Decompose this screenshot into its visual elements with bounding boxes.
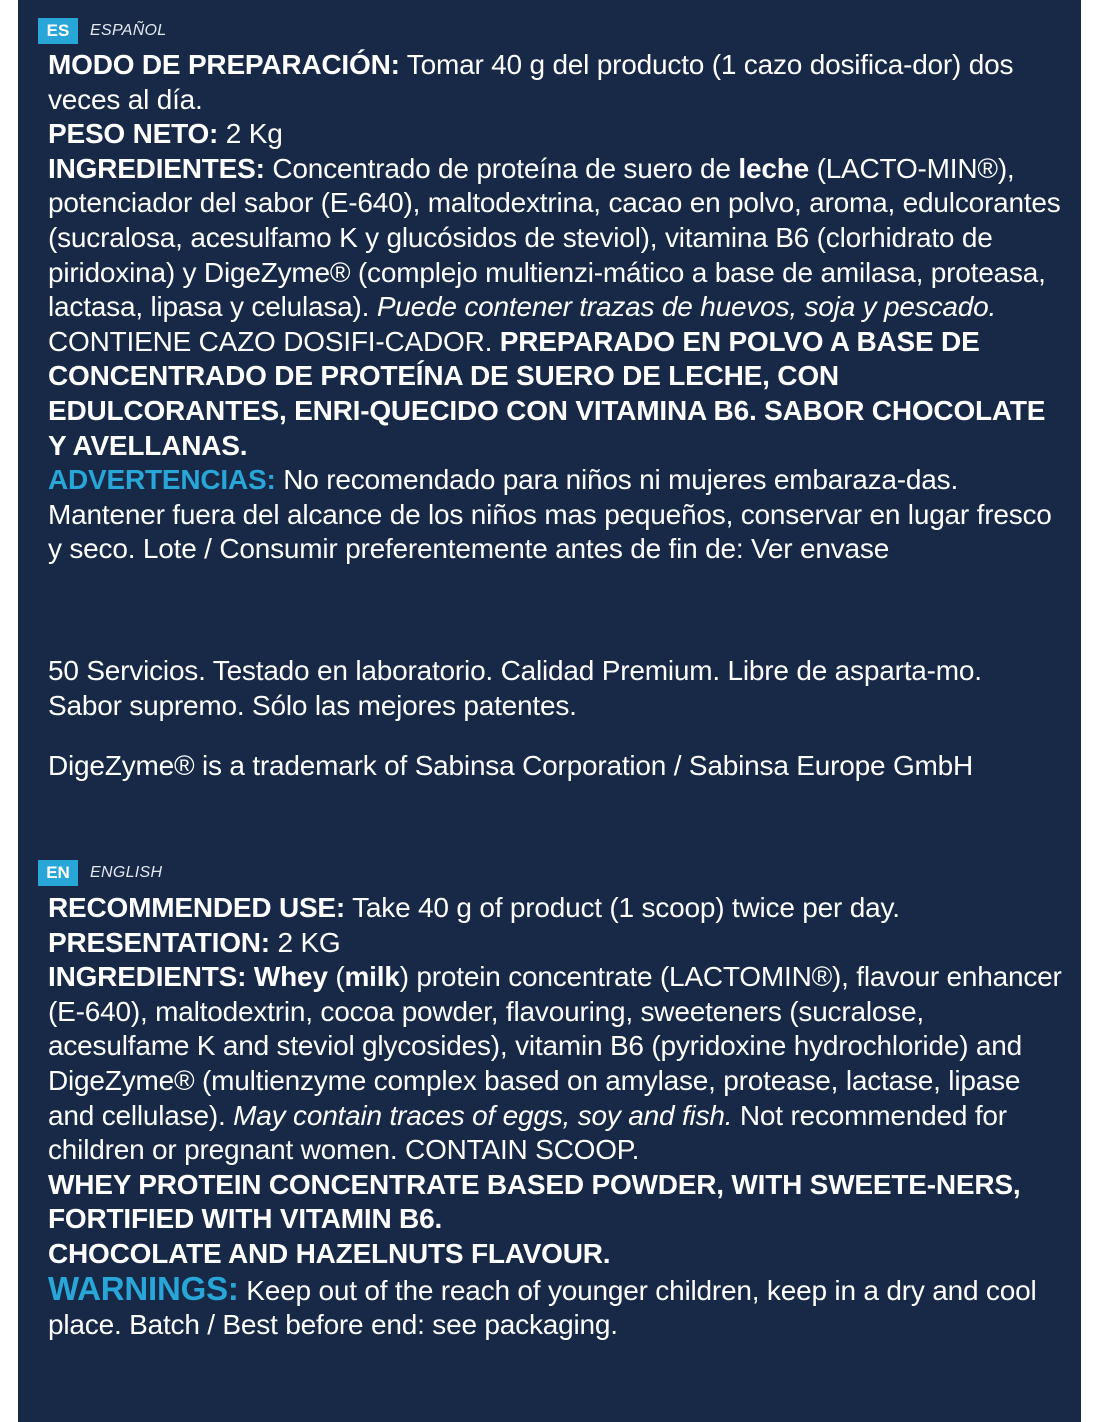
warnings-paragraph-es [48, 463, 1063, 567]
preparation-text: Tomar 40 g del producto (1 cazo dosifica-dor) dos veces al día. [48, 49, 1014, 115]
ingredients-text-es-2: (LACTO-MIN®), potenciador del sabor (E-640), maltodextrina, cacao en polvo, aroma, edulcorantes (sucralosa, acesulfamo K y glucósidos de steviol), vitamina B6 (clorhidrato de piridoxina) y DigeZyme® (complejo multienzi-mático a base de amilasa, proteasa, lactasa, lipasa y celulasa). [48, 152, 1061, 323]
language-name-es: ESPAÑOL [90, 22, 167, 39]
ingredients-label-en: INGREDIENTS: [48, 961, 247, 993]
traces-note-es: Puede contener trazas de huevos, soja y pescado. [376, 291, 997, 323]
product-description-es: PREPARADO EN POLVO A BASE DE CONCENTRADO DE PROTEÍNA DE SUERO DE LECHE, CON EDULCORANTES, ENRI-QUECIDO CON VITAMINA B6. SABOR CHOCOLATE Y AVELLANAS. [48, 325, 1046, 461]
traces-note-en: May contain traces of eggs, soy and fish. [233, 1099, 733, 1131]
ingredients-allergen-whey: Whey [246, 961, 328, 993]
language-name-en: ENGLISH [90, 864, 163, 881]
ingredients-paragraph-es [48, 152, 1063, 463]
warnings-paragraph-en [48, 1269, 1063, 1343]
ingredients-allergen-es: leche [738, 152, 809, 184]
ingredients-paragraph-en [48, 960, 1063, 1168]
flavour-paragraph-en [48, 1237, 1063, 1272]
net-weight-paragraph [48, 117, 1063, 152]
presentation-value: 2 KG [269, 926, 341, 958]
warnings-label-en: WARNINGS: [48, 1269, 239, 1307]
warnings-text-en: Keep out of the reach of younger children, keep in a dry and cool place. Batch / Best before end: see packaging. [48, 1274, 1037, 1341]
ingredients-label-es: INGREDIENTES: [48, 152, 265, 184]
recommended-use-paragraph [48, 891, 1063, 926]
label-panel [18, 0, 1081, 1422]
presentation-paragraph [48, 926, 1063, 961]
preparation-label: MODO DE PREPARACIÓN: [48, 49, 400, 80]
language-header-es [38, 18, 167, 44]
presentation-label: PRESENTATION: [48, 926, 270, 958]
english-text-block [48, 891, 1063, 1343]
ingredients-text-es-1: Concentrado de proteína de suero de [264, 152, 739, 184]
language-badge-en: EN [38, 860, 78, 886]
warnings-label-es: ADVERTENCIAS: [48, 464, 276, 496]
ingredients-text-es-3: CONTIENE CAZO DOSIFI-CADOR. [48, 325, 500, 357]
ingredients-text-en-2: ) protein concentrate (LACTOMIN®), flavour enhancer (E-640), maltodextrin, cocoa powder, flavouring, sweeteners (sucralose, acesulfame K and steviol glycosides), vitamin B6 (pyridoxine hydrochloride) and DigeZyme® (multienzyme complex based on amylase, protease, lactase, lipase and cellulase). [48, 961, 1062, 1131]
net-weight-value: 2 Kg [218, 118, 283, 150]
warnings-text-es: No recomendado para niños ni mujeres embaraza-das. Mantener fuera del alcance de los niños mas pequeños, conservar en lugar fresco y seco. Lote / Consumir preferentemente antes de fin de: Ver envase [48, 464, 1052, 565]
trademark-note: DigeZyme® is a trademark of Sabinsa Corporation / Sabinsa Europe GmbH [48, 750, 974, 781]
ingredients-allergen-milk: milk [344, 961, 400, 993]
ingredients-text-en-1: ( [327, 961, 345, 993]
ingredients-text-en-3: Not recommended for children or pregnant women. CONTAIN SCOOP. [48, 1099, 1007, 1166]
spanish-text-block [48, 48, 1063, 567]
language-header-en [38, 860, 162, 886]
language-badge-es: ES [38, 18, 78, 44]
recommended-use-label: RECOMMENDED USE: [48, 892, 346, 923]
preparation-paragraph [48, 48, 1063, 117]
recommended-use-text: Take 40 g of product (1 scoop) twice per day. [345, 892, 900, 923]
claims-paragraph: 50 Servicios. Testado en laboratorio. Calidad Premium. Libre de asparta-mo. Sabor supremo. Sólo las mejores patentes. [48, 655, 982, 721]
flavour-en: CHOCOLATE AND HAZELNUTS FLAVOUR. [48, 1237, 611, 1269]
product-description-en: WHEY PROTEIN CONCENTRATE BASED POWDER, WITH SWEETE-NERS, FORTIFIED WITH VITAMIN B6. [48, 1168, 1021, 1235]
net-weight-label: PESO NETO: [48, 118, 219, 150]
product-description-en-1 [48, 1168, 1063, 1237]
